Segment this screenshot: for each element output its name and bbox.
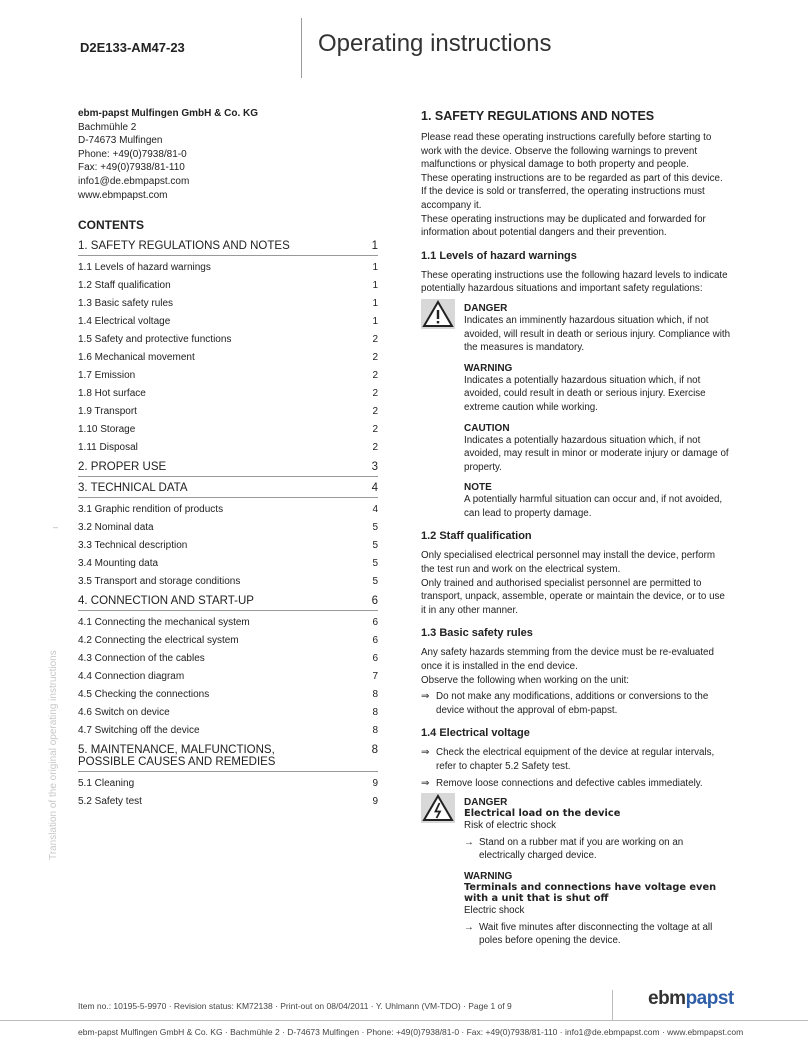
- contents-heading: CONTENTS: [78, 218, 144, 233]
- hazard-label-warning: WARNING: [464, 870, 513, 882]
- toc-label: 1.6 Mechanical movement: [78, 351, 195, 363]
- toc-page-number: 2: [372, 333, 378, 345]
- toc-entry: [78, 258, 378, 276]
- toc-page-number: 6: [372, 634, 378, 646]
- header-divider: [301, 18, 302, 78]
- toc-page-number: 2: [372, 423, 378, 435]
- toc-page-number: 2: [372, 387, 378, 399]
- hazard-risk: Risk of electric shock: [464, 820, 557, 832]
- action-item: [464, 921, 731, 948]
- logo-part-a: ebm: [648, 988, 686, 1009]
- hazard-label-warning: WARNING: [464, 362, 513, 374]
- toc-entry: [78, 402, 378, 420]
- toc-label: 1.10 Storage: [78, 423, 136, 435]
- toc-entry: [78, 536, 378, 554]
- toc-label: 3. TECHNICAL DATA: [78, 482, 188, 495]
- arrow-marker: →: [464, 921, 474, 933]
- toc-section: [78, 744, 378, 772]
- toc-page-number: 1: [372, 261, 378, 273]
- toc-label: 1.8 Hot surface: [78, 387, 146, 399]
- toc-label: 4.6 Switch on device: [78, 706, 170, 718]
- bullet-marker: ⇒: [421, 691, 430, 703]
- toc-entry: [78, 703, 378, 721]
- paragraph: These operating instructions may be duplicated and forwarded for information about potential dangers and their prevention.: [421, 213, 706, 239]
- warning-triangle-icon: [421, 299, 455, 329]
- toc-page-number: 5: [372, 557, 378, 569]
- toc-section: [78, 595, 378, 611]
- section-1-4-heading: 1.4 Electrical voltage: [421, 727, 530, 740]
- toc-entry: [78, 792, 378, 810]
- toc-entry: [78, 554, 378, 572]
- toc-entry: [78, 685, 378, 703]
- paragraph: These operating instructions are to be regarded as part of this device.: [421, 172, 723, 184]
- hazard-heading: Electrical load on the device: [464, 808, 621, 820]
- toc-page-number: 9: [372, 795, 378, 807]
- address-line: D-74673 Mulfingen: [78, 135, 163, 147]
- toc-label: 1.2 Staff qualification: [78, 279, 171, 291]
- toc-label: 1. SAFETY REGULATIONS AND NOTES: [78, 240, 290, 253]
- hazard-label-danger: DANGER: [464, 797, 508, 809]
- toc-page-number: 8: [372, 688, 378, 700]
- bullet-text: Remove loose connections and defective cables immediately.: [436, 777, 703, 789]
- toc-entry: [78, 438, 378, 456]
- toc-label: 4.5 Checking the connections: [78, 688, 210, 700]
- footer-address: ebm-papst Mulfingen GmbH & Co. KG · Bachmühle 2 · D-74673 Mulfingen · Phone: +49(0)7938/81-0 · Fax: +49(0)7938/81-110 · info1@de.ebmpapst.com · www.ebmpapst.com: [78, 1027, 744, 1037]
- toc-label: 4.4 Connection diagram: [78, 670, 185, 682]
- logo-part-b: papst: [685, 988, 734, 1009]
- toc-label: 3.1 Graphic rendition of products: [78, 503, 224, 515]
- bullet-marker: ⇒: [421, 747, 430, 759]
- toc-section: [78, 461, 378, 477]
- toc-page-number: 2: [372, 441, 378, 453]
- left-column: [78, 107, 378, 810]
- toc-entry: [78, 294, 378, 312]
- action-text: Wait five minutes after disconnecting the voltage at all poles before opening the device.: [479, 921, 713, 947]
- toc-page-number: 4: [372, 503, 378, 515]
- section-1-2-heading: 1.2 Staff qualification: [421, 530, 532, 543]
- address-line: Bachmühle 2: [78, 121, 137, 133]
- footer-rule: [0, 1020, 808, 1021]
- hazard-heading: Terminals and connections have voltage even with a unit that is shut off: [464, 881, 717, 904]
- toc-label: 3.4 Mounting data: [78, 557, 159, 569]
- toc-label: 4.2 Connecting the electrical system: [78, 634, 239, 646]
- toc-label: 1.3 Basic safety rules: [78, 297, 174, 309]
- toc-entry: [78, 330, 378, 348]
- bullet-text: Check the electrical equipment of the device at regular intervals, refer to chapter 5.2 Safety test.: [436, 747, 715, 772]
- toc-page-number: 6: [372, 616, 378, 628]
- electrical-hazards: [421, 793, 731, 948]
- hazard-label-danger: DANGER: [464, 302, 508, 314]
- toc-entry: [78, 384, 378, 402]
- toc-label: 5.1 Cleaning: [78, 777, 135, 789]
- toc-label: 4.7 Switching off the device: [78, 724, 200, 736]
- hazard-label-note: NOTE: [464, 482, 492, 494]
- table-of-contents: [78, 240, 378, 810]
- toc-label: 1.7 Emission: [78, 369, 136, 381]
- toc-page-number: 5: [372, 575, 378, 587]
- paragraph: Only trained and authorised specialist personnel are permitted to transport, unpack, assemble, operate or maintain the device, or to use it in any other manner.: [421, 577, 725, 616]
- toc-page-number: 3: [371, 461, 378, 474]
- toc-label: 1.11 Disposal: [78, 441, 138, 453]
- item-info-line: Item no.: 10195-5-9970 · Revision status: KM72138 · Print-out on 08/04/2011 · Y. Uhlmann (VM-TDO) · Page 1 of 9: [78, 1001, 512, 1011]
- toc-section: [78, 240, 378, 256]
- toc-entry: [78, 312, 378, 330]
- paragraph: If the device is sold or transferred, the operating instructions must accompany it.: [421, 186, 705, 211]
- toc-label: 1.1 Levels of hazard warnings: [78, 261, 211, 273]
- toc-page-number: 1: [372, 279, 378, 291]
- address-line: Fax: +49(0)7938/81-110: [78, 162, 185, 174]
- document-title: Operating instructions: [318, 30, 552, 57]
- toc-page-number: 8: [371, 744, 378, 757]
- hazard-text: Indicates an imminently hazardous situation which, if not avoided, will result in death or serious injury. Compliance with the measures is mandatory.: [464, 314, 731, 354]
- right-column: [421, 107, 731, 948]
- paragraph: These operating instructions use the following hazard levels to indicate potentially hazardous situations and important safety regulations:: [421, 269, 728, 295]
- action-item: [464, 836, 731, 863]
- section-1-1-heading: 1.1 Levels of hazard warnings: [421, 249, 577, 262]
- bullet-marker: ⇒: [421, 777, 430, 789]
- toc-entry: [78, 667, 378, 685]
- toc-label: 1.4 Electrical voltage: [78, 315, 171, 327]
- hazard-risk: Electric shock: [464, 904, 525, 916]
- paragraph: Please read these operating instructions carefully before starting to work with the device. Observe the following warnings to prevent malfunctions or physical damage to both property and people.: [421, 132, 712, 171]
- company-name: ebm-papst Mulfingen GmbH & Co. KG: [78, 108, 258, 119]
- arrow-marker: →: [464, 836, 474, 848]
- hazard-label-caution: CAUTION: [464, 422, 510, 434]
- toc-page-number: 2: [372, 369, 378, 381]
- bullet-text: Do not make any modifications, additions or conversions to the device without the approval of ebm-papst.: [436, 691, 709, 716]
- toc-entry: [78, 348, 378, 366]
- action-text: Stand on a rubber mat if you are working on an electrically charged device.: [479, 836, 684, 862]
- toc-section: [78, 482, 378, 498]
- toc-entry: [78, 518, 378, 536]
- bullet-item: [421, 690, 731, 717]
- toc-label: 3.5 Transport and storage conditions: [78, 575, 241, 587]
- bullet-item: [421, 746, 731, 773]
- toc-label: 2. PROPER USE: [78, 461, 167, 474]
- footer-divider: [612, 990, 613, 1020]
- side-dash: –: [53, 522, 59, 532]
- side-note: Translation of the original operating instructions: [48, 650, 59, 860]
- toc-entry: [78, 774, 378, 792]
- toc-label: 4.3 Connection of the cables: [78, 652, 205, 664]
- bullet-item: [421, 777, 731, 791]
- model-number: D2E133-AM47-23: [80, 40, 185, 55]
- hazard-text: Indicates a potentially hazardous situation which, if not avoided, may result in minor or moderate injury or damage of property.: [464, 434, 729, 473]
- paragraph: Only specialised electrical personnel may install the device, perform the test run and work on the electrical system.: [421, 550, 716, 576]
- toc-page-number: 2: [372, 405, 378, 417]
- address-line: info1@de.ebmpapst.com: [78, 175, 190, 187]
- toc-page-number: 8: [372, 706, 378, 718]
- toc-page-number: 1: [372, 315, 378, 327]
- toc-page-number: 4: [371, 482, 378, 495]
- toc-page-number: 1: [371, 240, 378, 253]
- toc-label: 1.9 Transport: [78, 405, 137, 417]
- company-address: [78, 107, 378, 202]
- paragraph: Any safety hazards stemming from the device must be re-evaluated once it is installed in the end device.: [421, 647, 714, 673]
- toc-entry: [78, 721, 378, 739]
- toc-page-number: 5: [372, 539, 378, 551]
- toc-label: 5.2 Safety test: [78, 795, 142, 807]
- toc-page-number: 6: [371, 595, 378, 608]
- toc-entry: [78, 276, 378, 294]
- toc-entry: [78, 649, 378, 667]
- paragraph: Observe the following when working on the unit:: [421, 674, 630, 686]
- toc-label: 1.5 Safety and protective functions: [78, 333, 232, 345]
- hazard-text: Indicates a potentially hazardous situation which, if not avoided, could result in death or serious injury. Exercise extreme caution while working.: [464, 374, 706, 413]
- section-1-3-heading: 1.3 Basic safety rules: [421, 627, 533, 640]
- toc-entry: [78, 613, 378, 631]
- toc-entry: [78, 631, 378, 649]
- hazard-text: A potentially harmful situation can occur and, if not avoided, can lead to property damage.: [464, 494, 723, 519]
- toc-label: 4.1 Connecting the mechanical system: [78, 616, 250, 628]
- hazard-levels: [421, 299, 731, 521]
- section-1-heading: 1. SAFETY REGULATIONS AND NOTES: [421, 109, 655, 123]
- toc-page-number: 2: [372, 351, 378, 363]
- toc-entry: [78, 366, 378, 384]
- ebmpapst-logo: [648, 988, 734, 1010]
- toc-page-number: 1: [372, 297, 378, 309]
- toc-entry: [78, 420, 378, 438]
- toc-page-number: 6: [372, 652, 378, 664]
- toc-label: 3.2 Nominal data: [78, 521, 154, 533]
- toc-page-number: 5: [372, 521, 378, 533]
- address-line: www.ebmpapst.com: [78, 189, 168, 201]
- toc-label: 3.3 Technical description: [78, 539, 188, 551]
- toc-page-number: 8: [372, 724, 378, 736]
- toc-entry: [78, 572, 378, 590]
- toc-page-number: 9: [372, 777, 378, 789]
- electric-hazard-icon: [421, 793, 455, 823]
- address-line: Phone: +49(0)7938/81-0: [78, 148, 187, 160]
- toc-label: 4. CONNECTION AND START-UP: [78, 595, 254, 608]
- toc-page-number: 7: [372, 670, 378, 682]
- toc-entry: [78, 500, 378, 518]
- toc-label: 5. MAINTENANCE, MALFUNCTIONS, POSSIBLE CAUSES AND REMEDIES: [78, 744, 276, 769]
